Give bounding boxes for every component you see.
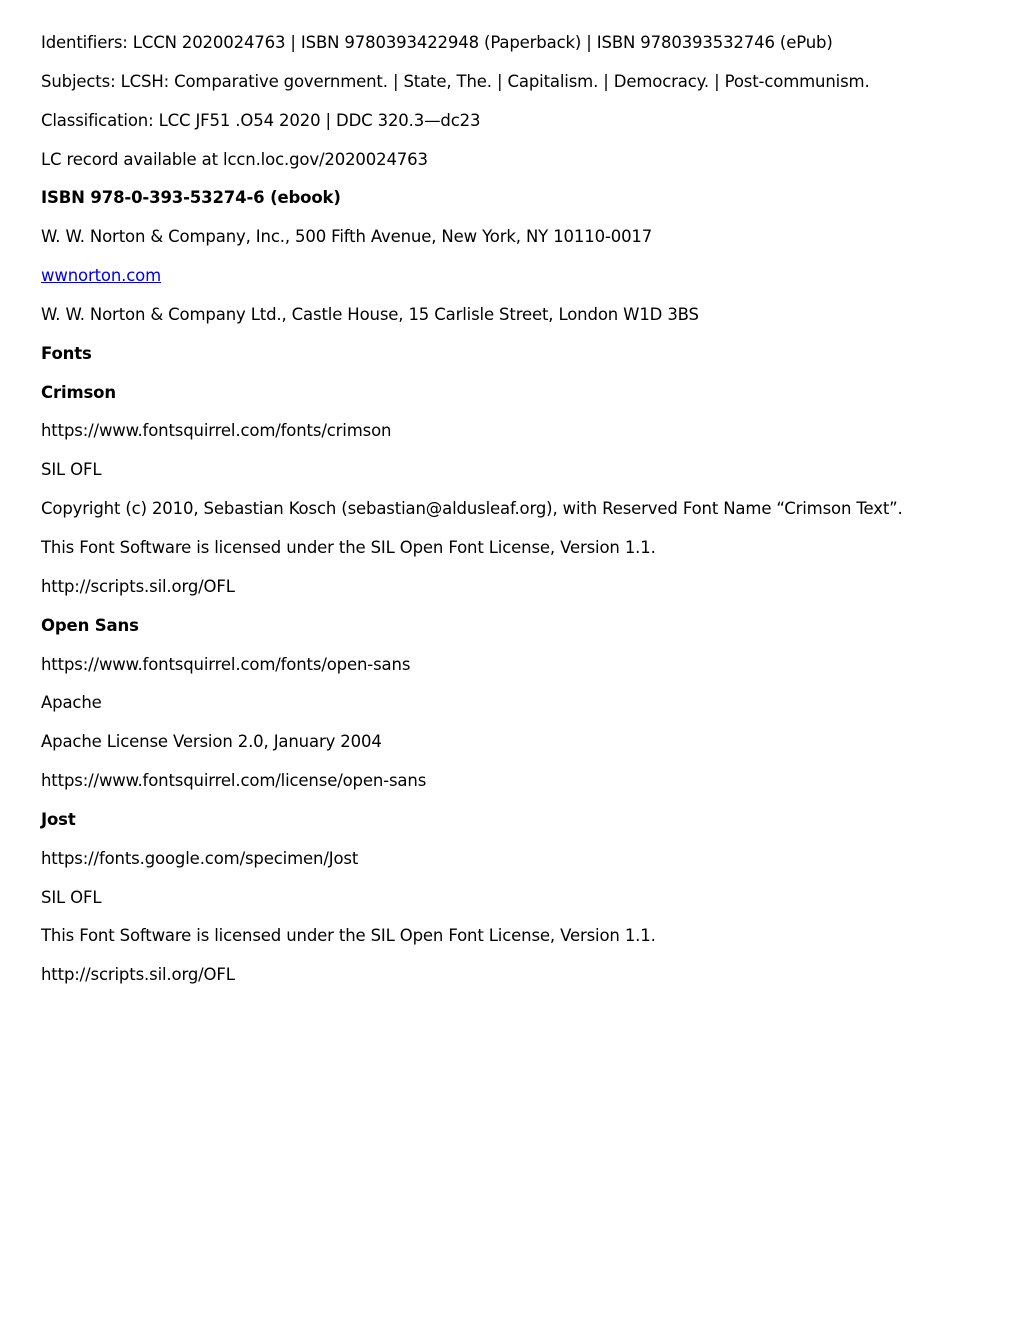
publisher-uk-address: W. W. Norton & Company Ltd., Castle House, 15 Carlisle Street, London W1D 3BS xyxy=(41,304,699,324)
font-license-text-crimson: This Font Software is licensed under the SIL Open Font License, Version 1.1. xyxy=(41,537,656,557)
font-name-jost: Jost xyxy=(41,809,76,829)
copyright-page xyxy=(41,32,1001,1003)
font-license-text-jost: This Font Software is licensed under the SIL Open Font License, Version 1.1. xyxy=(41,926,656,946)
font-license-url-crimson: http://scripts.sil.org/OFL xyxy=(41,576,235,596)
subjects-text: Subjects: LCSH: Comparative government. | State, The. | Capitalism. | Democracy. | Post-communism. xyxy=(41,71,870,91)
font-url-jost: https://fonts.google.com/specimen/Jost xyxy=(41,848,359,868)
font-name-open-sans: Open Sans xyxy=(41,615,139,635)
fonts-heading: Fonts xyxy=(41,343,92,363)
font-url-crimson: https://www.fontsquirrel.com/fonts/crimson xyxy=(41,421,392,441)
classification-text: Classification: LCC JF51 .O54 2020 | DDC 320.3—dc23 xyxy=(41,110,481,130)
identifiers-text: Identifiers: LCCN 2020024763 | ISBN 9780393422948 (Paperback) | ISBN 9780393532746 (ePub) xyxy=(41,33,833,52)
font-copyright-crimson: Copyright (c) 2010, Sebastian Kosch (sebastian@aldusleaf.org), with Reserved Font Name “Crimson Text”. xyxy=(41,499,903,519)
font-license-jost: SIL OFL xyxy=(41,887,102,907)
font-license-crimson: SIL OFL xyxy=(41,460,102,480)
lc-record-text: LC record available at lccn.loc.gov/2020024763 xyxy=(41,149,428,169)
publisher-website-line xyxy=(41,265,1001,287)
font-url-open-sans: https://www.fontsquirrel.com/fonts/open-sans xyxy=(41,654,411,674)
font-license-url-jost: http://scripts.sil.org/OFL xyxy=(41,965,235,985)
font-license-open-sans: Apache xyxy=(41,693,102,713)
publisher-website-link[interactable]: wwnorton.com xyxy=(41,266,162,286)
font-license-text-open-sans: Apache License Version 2.0, January 2004 xyxy=(41,732,382,752)
publisher-us-address: W. W. Norton & Company, Inc., 500 Fifth Avenue, New York, NY 10110-0017 xyxy=(41,227,653,247)
font-license-url-open-sans: https://www.fontsquirrel.com/license/open-sans xyxy=(41,771,427,791)
font-name-crimson: Crimson xyxy=(41,382,116,402)
isbn-ebook-text: ISBN 978-0-393-53274-6 (ebook) xyxy=(41,188,341,208)
